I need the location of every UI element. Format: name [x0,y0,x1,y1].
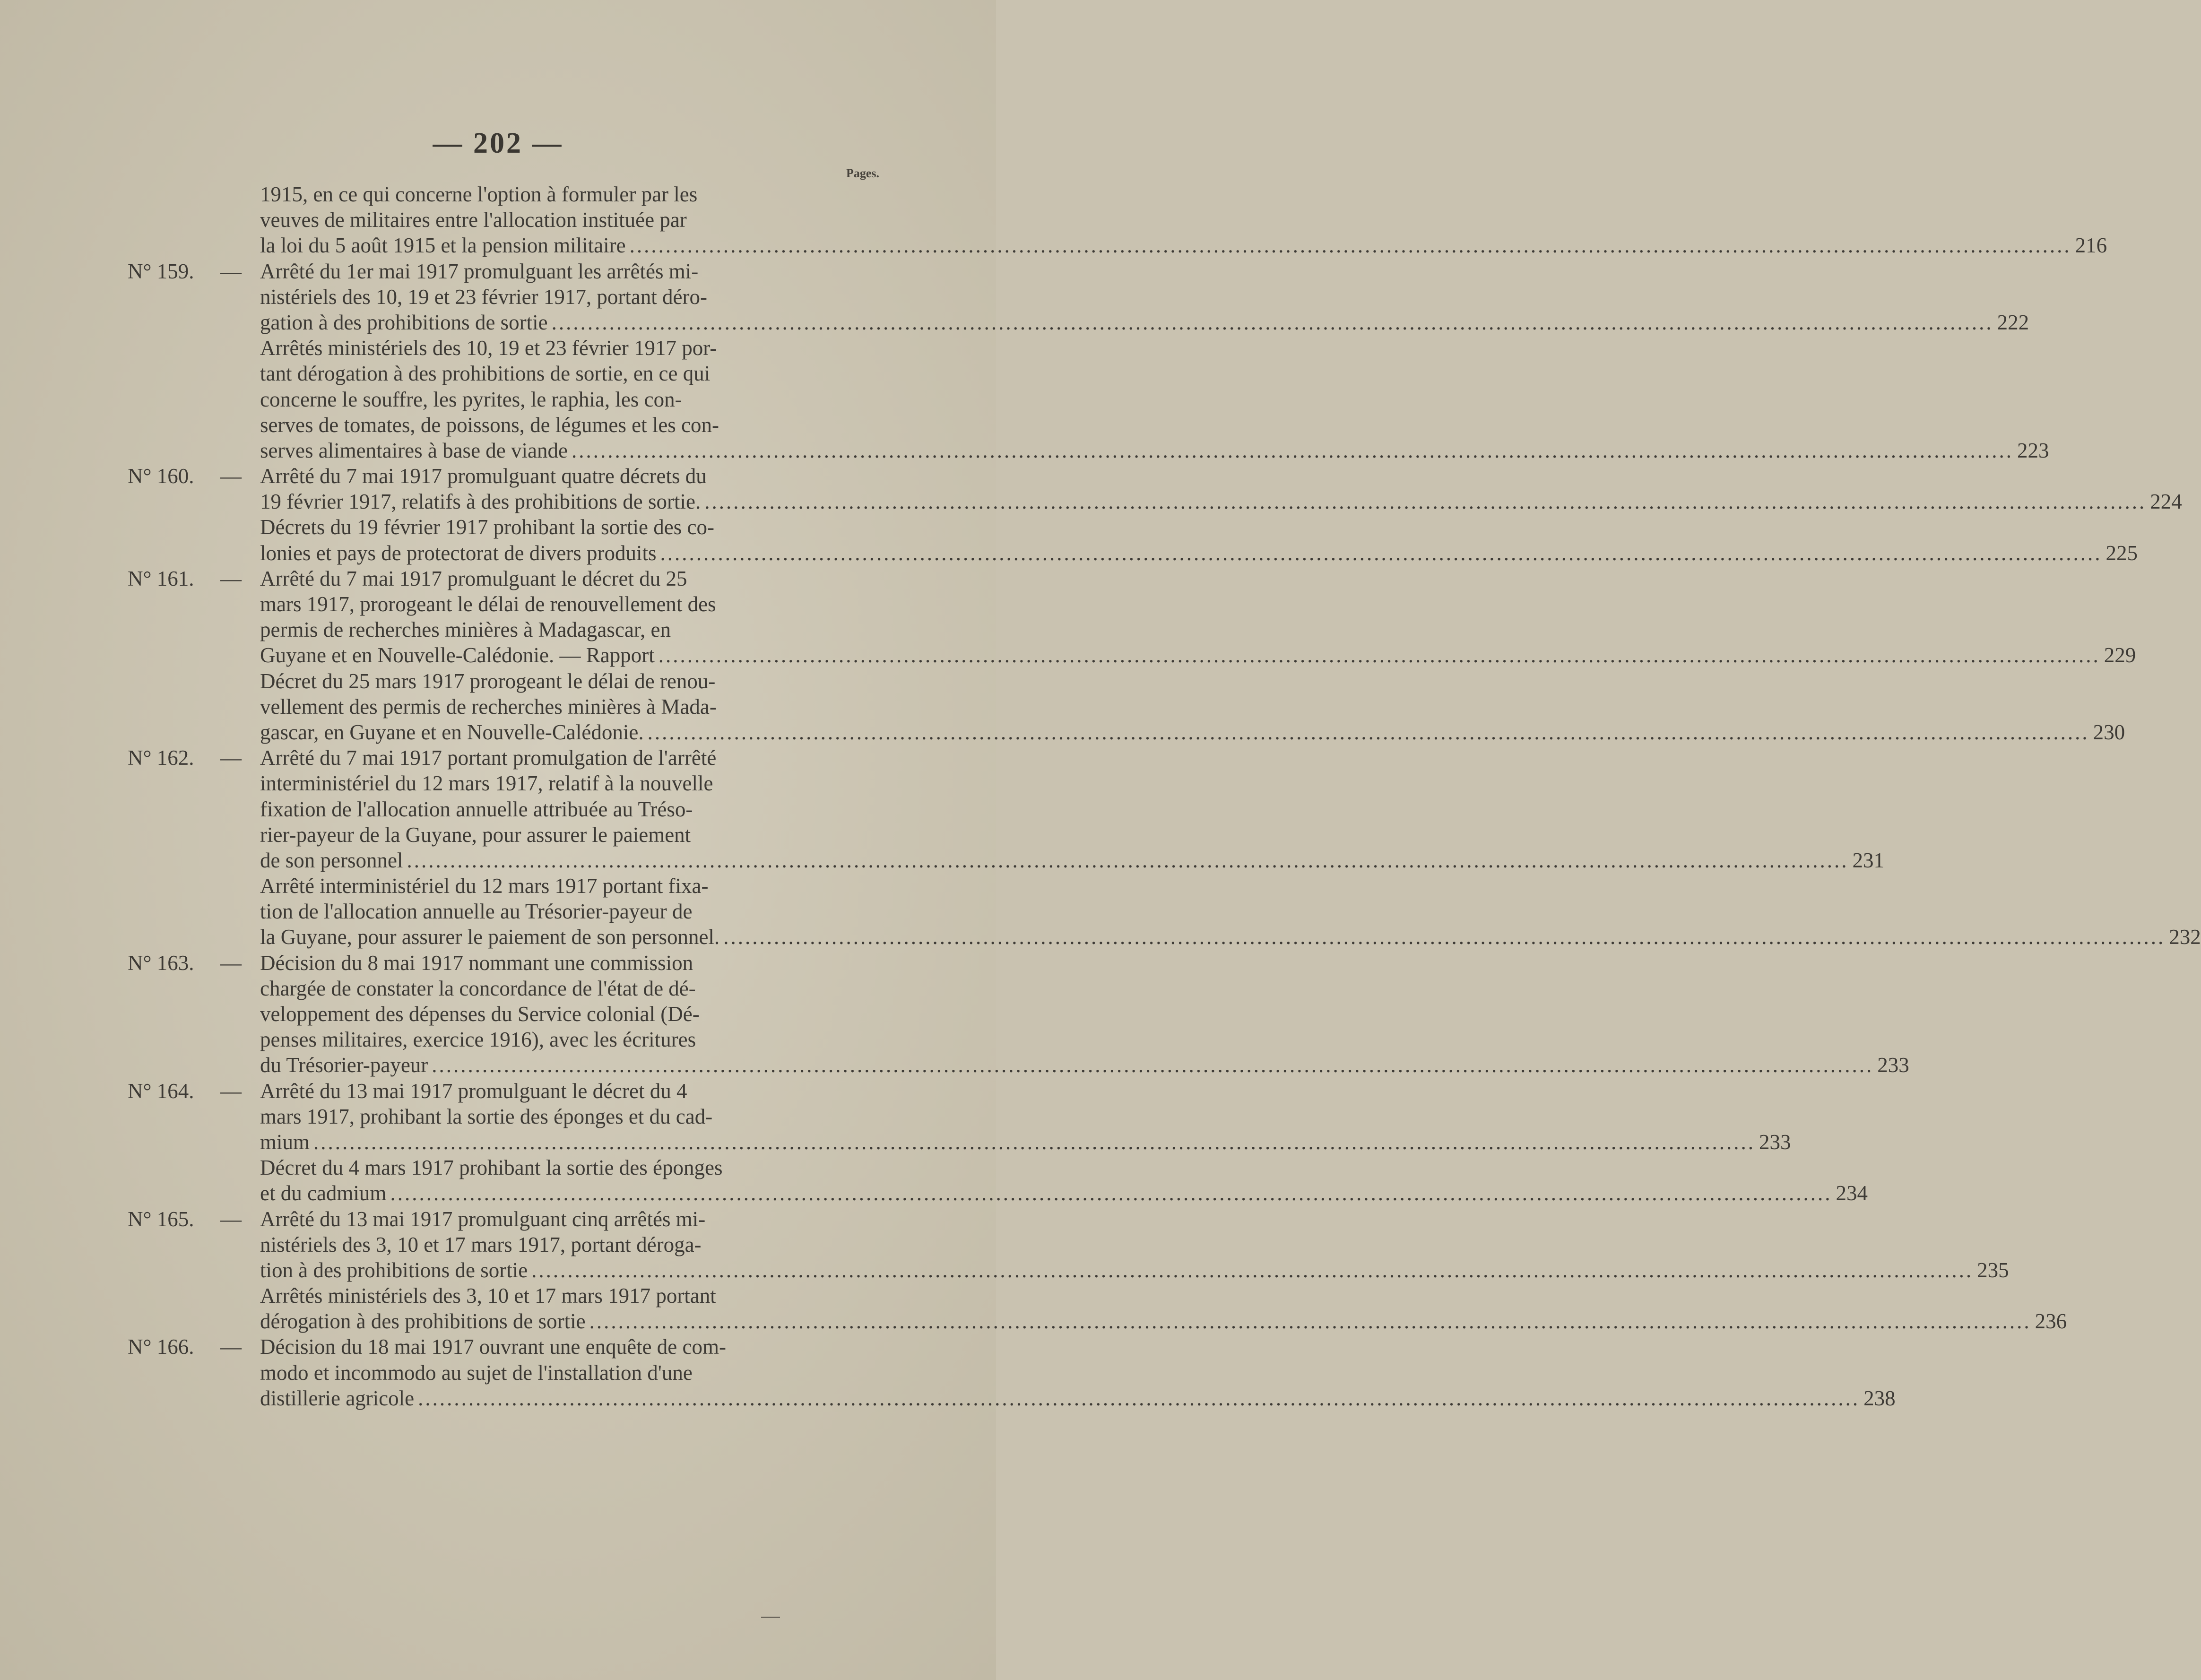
toc-line [128,259,903,284]
entry-text-with-page [260,310,2029,335]
page-reference: 234 [1836,1181,1868,1205]
entry-text: Arrêté du 7 mai 1917 promulguant quatre décrets du [260,464,707,488]
toc-line [128,284,903,310]
page-reference: 232 [2169,925,2201,949]
entry-text: Arrêtés ministériels des 3, 10 et 17 mars 1917 portant [260,1284,716,1308]
dot-leader: ........................................................................................................................................................................................................ [390,1181,1832,1205]
page-reference: 235 [1977,1258,2009,1282]
entry-text: Arrêté du 1er mai 1917 promulguant les arrêtés mi- [260,259,699,283]
dot-leader: ........................................................................................................................................................................................................ [629,234,2071,258]
toc-line [128,540,2138,566]
dot-leader: ........................................................................................................................................................................................................ [313,1130,1756,1154]
toc-line [128,182,903,207]
entry-text: dérogation à des prohibitions de sortie [260,1309,586,1334]
entry-text: tant dérogation à des prohibitions de sortie, en ce qui [260,362,711,386]
toc-line [128,514,903,540]
entry-text-with-page [260,719,2125,745]
entry-text: Décret du 4 mars 1917 prohibant la sortie des éponges [260,1156,723,1180]
entry-text: Décision du 8 mai 1917 nommant une commission [260,951,693,975]
dot-leader: ........................................................................................................................................................................................................ [704,490,2147,514]
entry-text: Décret du 25 mars 1917 prorogeant le délai de renou- [260,669,716,693]
toc-line [128,668,903,694]
entry-dash: — [220,746,242,770]
entry-text: distillerie agricole [260,1386,415,1410]
toc-line [128,950,903,976]
entry-number: N° 161. [128,566,194,590]
entry-text: modo et incommodo au sujet de l'installation d'une [260,1360,693,1385]
toc-line [128,771,903,796]
entry-text-with-page [260,1180,1868,1206]
entry-text: Arrêté du 7 mai 1917 portant promulgation de l'arrêté [260,746,717,770]
toc-line [128,1386,1896,1411]
toc-line [128,617,903,642]
toc-line [128,1155,903,1180]
toc-line [128,1052,1909,1078]
toc-line [128,1334,903,1360]
dot-leader: ........................................................................................................................................................................................................ [571,438,2013,462]
entry-text: mars 1917, prohibant la sortie des éponges et du cad- [260,1104,713,1128]
toc-line [128,797,903,822]
toc-line [128,1206,903,1232]
dot-leader: ........................................................................................................................................................................................................ [531,1258,1974,1282]
entry-text: tion à des prohibitions de sortie [260,1258,528,1282]
page-reference: 236 [2035,1309,2067,1334]
toc-line [128,694,903,719]
toc-line [128,1078,903,1104]
toc-line [128,719,2125,745]
toc-line [128,1257,2009,1283]
dot-leader: ........................................................................................................................................................................................................ [589,1309,2031,1334]
dot-leader: ........................................................................................................................................................................................................ [660,541,2102,565]
toc-line [128,463,903,489]
pages-column-label: Pages. [846,166,880,180]
entry-text: 1915, en ce qui concerne l'option à formuler par les [260,182,698,206]
entry-number: N° 165. [128,1207,194,1231]
entry-text: du Trésorier-payeur [260,1053,428,1077]
entry-text-with-page [260,1052,1909,1078]
toc-line [128,899,903,924]
toc-line [128,848,1884,873]
entry-text: chargée de constater la concordance de l'état de dé- [260,976,696,1000]
entry-text-with-page [260,924,2201,950]
entry-text-with-page [260,1308,2067,1334]
toc-line [128,1360,903,1386]
toc-line [128,1232,903,1257]
entry-text-with-page [260,489,2182,514]
entry-text: tion de l'allocation annuelle au Trésorier-payeur de [260,900,693,924]
toc-line [128,1129,1791,1155]
toc-line [128,1001,903,1027]
toc-line [128,438,2049,463]
entry-text: la Guyane, pour assurer le paiement de son personnel. [260,925,720,949]
toc-line [128,591,903,617]
entry-number: N° 162. [128,746,194,770]
entry-dash: — [220,1079,242,1103]
entry-dash: — [220,464,242,488]
entry-dash: — [220,1335,242,1359]
page-reference: 233 [1877,1053,1909,1077]
page-reference: 229 [2104,643,2136,667]
page-reference: 238 [1863,1386,1896,1410]
page-number: — 202 — [433,127,563,159]
entry-text: vellement des permis de recherches minières à Mada- [260,694,717,719]
entry-text: et du cadmium [260,1181,387,1205]
entry-text: serves de tomates, de poissons, de légumes et les con- [260,413,719,437]
table-of-contents [128,182,2201,1411]
toc-line [128,924,2201,950]
toc-line [128,1308,2067,1334]
entry-text-with-page [260,1386,1896,1411]
entry-text: fixation de l'allocation annuelle attribuée au Tréso- [260,797,693,821]
entry-text-with-page [260,1257,2009,1283]
entry-text: gascar, en Guyane et en Nouvelle-Calédonie. [260,720,644,744]
entry-text-with-page [260,540,2138,566]
entry-text: nistériels des 3, 10 et 17 mars 1917, portant déroga- [260,1232,702,1256]
entry-text: mars 1917, prorogeant le délai de renouvellement des [260,592,716,616]
entry-text: permis de recherches minières à Madagascar, en [260,618,671,642]
toc-line [128,1104,903,1129]
toc-line [128,207,903,233]
entry-dash: — [220,259,242,283]
page-reference: 224 [2150,490,2182,514]
entry-text: rier-payeur de la Guyane, pour assurer le paiement [260,823,691,847]
entry-text-with-page [260,1129,1791,1155]
entry-text: Arrêtés ministériels des 10, 19 et 23 février 1917 por- [260,336,717,360]
entry-text: serves alimentaires à base de viande [260,438,568,462]
toc-line [128,310,2029,335]
page-reference: 225 [2106,541,2138,565]
page-reference: 231 [1852,848,1884,872]
toc-line [128,745,903,771]
entry-text: veloppement des dépenses du Service colonial (Dé- [260,1002,700,1026]
entry-text: Arrêté interministériel du 12 mars 1917 portant fixa- [260,874,709,898]
entry-text: mium [260,1130,310,1154]
dot-leader: ........................................................................................................................................................................................................ [418,1386,1860,1410]
dot-leader: ........................................................................................................................................................................................................ [723,925,2166,949]
toc-line [128,873,903,899]
entry-text-with-page [260,233,2107,258]
toc-line [128,566,903,591]
page-reference: 230 [2093,720,2125,744]
entry-text: interministériel du 12 mars 1917, relatif à la nouvelle [260,771,713,796]
toc-line [128,387,903,412]
entry-text-with-page [260,642,2136,668]
page-reference: 223 [2017,438,2049,462]
entry-text: la loi du 5 août 1915 et la pension militaire [260,234,626,258]
entry-text: penses militaires, exercice 1916), avec les écritures [260,1028,696,1052]
dot-leader: ........................................................................................................................................................................................................ [551,310,1993,334]
entry-text: 19 février 1917, relatifs à des prohibitions de sortie. [260,490,701,514]
toc-line [128,1283,903,1308]
dot-leader: ........................................................................................................................................................................................................ [658,643,2100,667]
entry-text: lonies et pays de protectorat de divers produits [260,541,657,565]
entry-text: veuves de militaires entre l'allocation instituée par [260,208,687,232]
toc-line [128,489,2182,514]
toc-line [128,412,903,438]
page-reference: 222 [1997,310,2029,334]
entry-text: de son personnel [260,848,403,872]
toc-line [128,1027,903,1052]
dot-leader: ........................................................................................................................................................................................................ [432,1053,1874,1077]
entry-number: N° 166. [128,1335,194,1359]
entry-text: Décrets du 19 février 1917 prohibant la sortie des co- [260,515,714,539]
dot-leader: ........................................................................................................................................................................................................ [407,848,1849,872]
entry-dash: — [220,951,242,975]
toc-line [128,1180,1868,1206]
entry-number: N° 160. [128,464,194,488]
entry-text: concerne le souffre, les pyrites, le raphia, les con- [260,387,682,411]
page-reference: 233 [1759,1130,1791,1154]
entry-text: Guyane et en Nouvelle-Calédonie. — Rapport [260,643,655,667]
entry-text: Arrêté du 13 mai 1917 promulguant le décret du 4 [260,1079,687,1103]
entry-text-with-page [260,438,2049,463]
toc-line [128,822,903,848]
toc-line [128,335,903,361]
page-reference: 216 [2075,234,2107,258]
entry-number: N° 159. [128,259,194,283]
dot-leader: ........................................................................................................................................................................................................ [647,720,2089,744]
page-mark [761,1617,780,1618]
entry-number: N° 163. [128,951,194,975]
entry-text: Arrêté du 13 mai 1917 promulguant cinq arrêtés mi- [260,1207,706,1231]
entry-text-with-page [260,848,1884,873]
entry-text: gation à des prohibitions de sortie [260,310,548,334]
entry-text: nistériels des 10, 19 et 23 février 1917, portant déro- [260,285,707,309]
toc-line [128,233,2107,258]
entry-dash: — [220,566,242,590]
toc-line [128,642,2136,668]
entry-text: Décision du 18 mai 1917 ouvrant une enquête de com- [260,1335,726,1359]
toc-line [128,976,903,1001]
toc-line [128,361,903,386]
entry-dash: — [220,1207,242,1231]
entry-number: N° 164. [128,1079,194,1103]
entry-text: Arrêté du 7 mai 1917 promulguant le décret du 25 [260,566,687,590]
